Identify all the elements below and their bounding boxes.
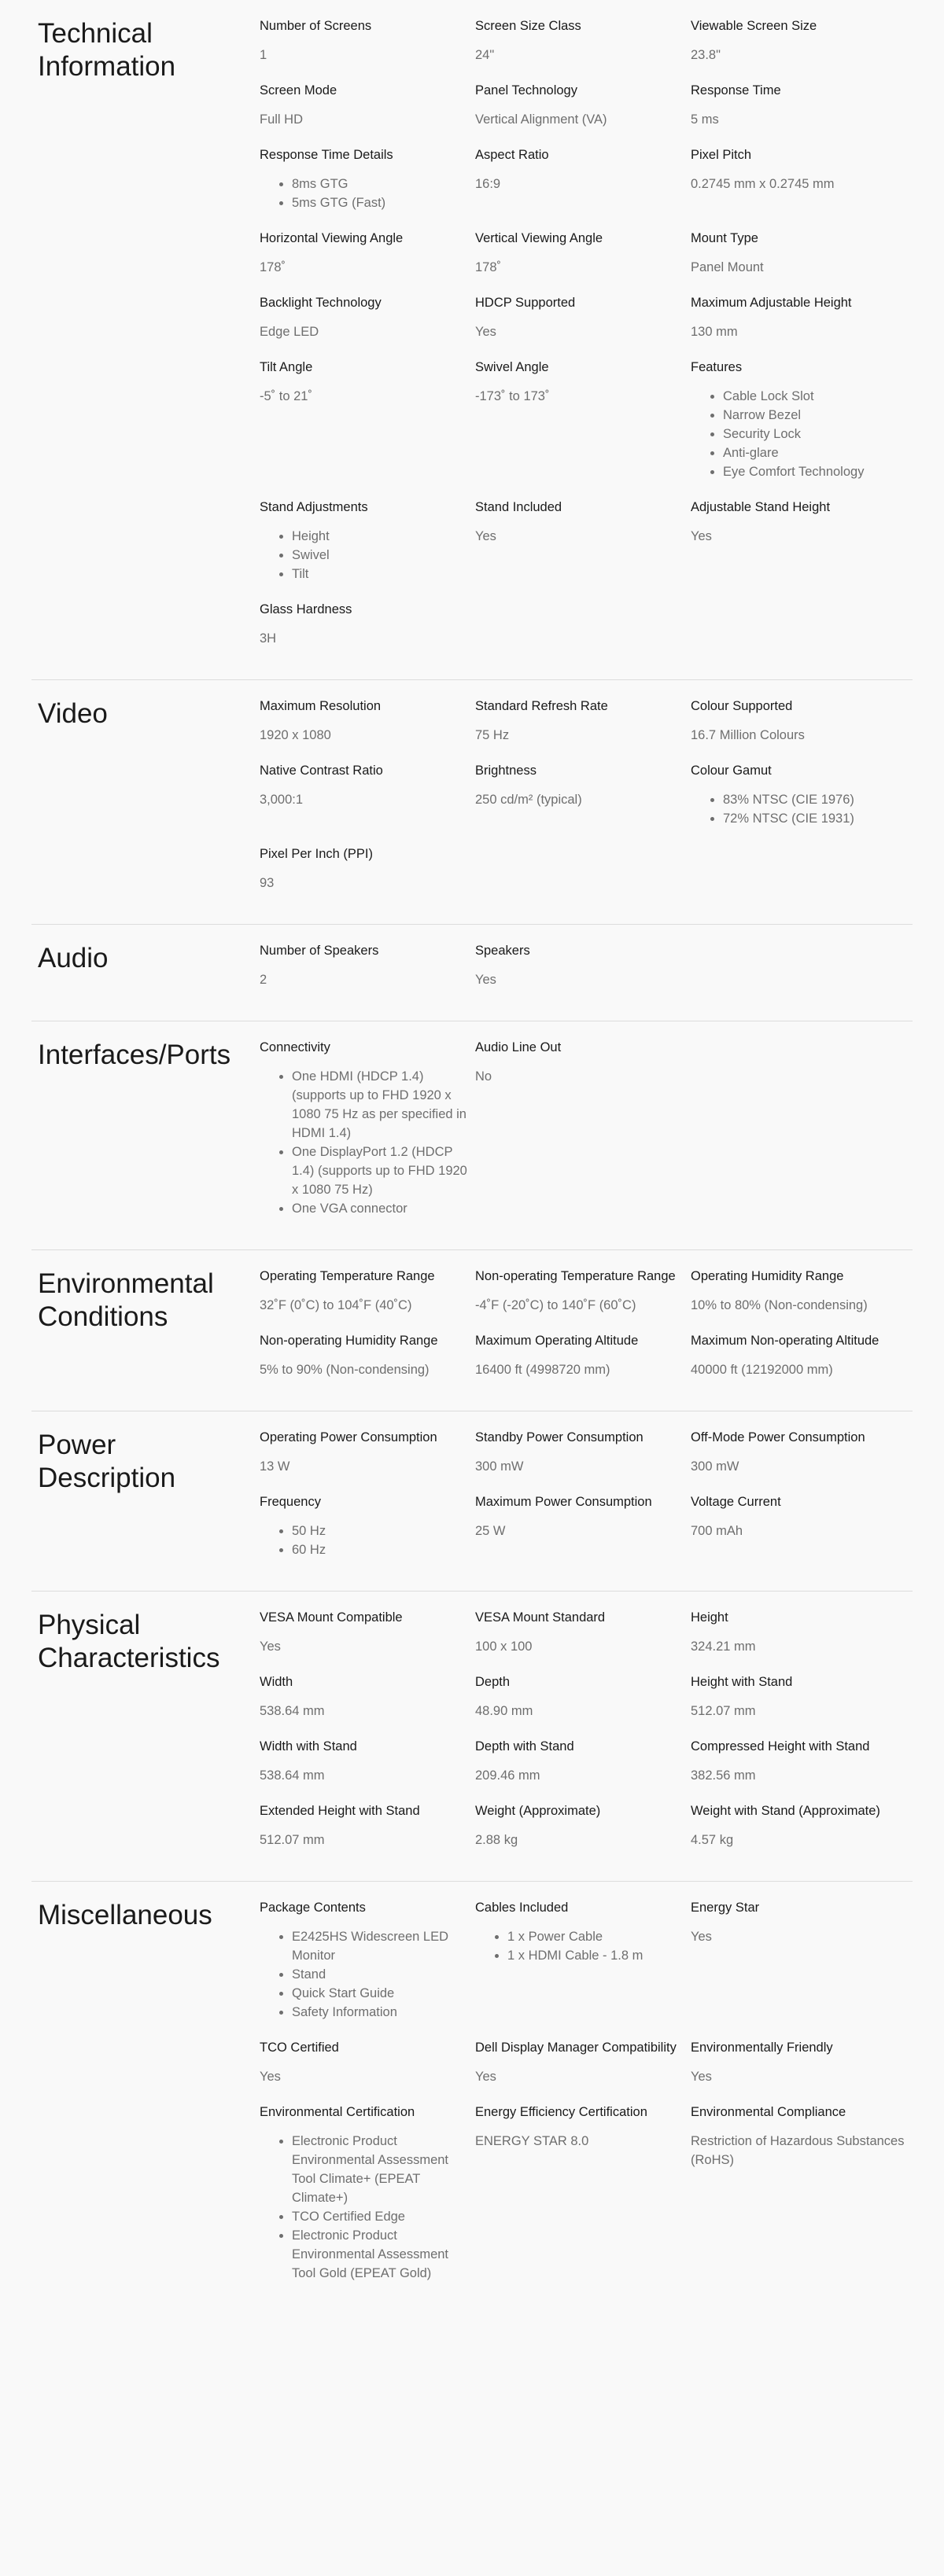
bullet-list — [260, 2132, 475, 2283]
spec-label: Vertical Viewing Angle — [475, 231, 603, 245]
bullet-list — [260, 1522, 475, 1559]
bullet-list — [691, 790, 906, 828]
spec-grid — [260, 1592, 913, 1881]
spec-label: Pixel Per Inch (PPI) — [260, 847, 373, 861]
spec-label: Colour Gamut — [691, 764, 772, 778]
spec-value: 32˚F (0˚C) to 104˚F (40˚C) — [260, 1298, 412, 1312]
list-item: • Height — [292, 527, 475, 546]
spec-label: Frequency — [260, 1495, 321, 1509]
spec-item-dell-display-manager-compatibility — [475, 2039, 691, 2086]
spec-item-backlight-technology — [260, 294, 475, 341]
spec-label: Standard Refresh Rate — [475, 699, 608, 713]
spec-value: 3H — [260, 631, 277, 646]
bullet-list — [475, 1927, 691, 1965]
spec-value: Yes — [475, 325, 496, 339]
spec-item-speakers — [475, 942, 691, 989]
spec-value: 538.64 mm — [260, 1768, 325, 1783]
spec-item-environmental-certification — [260, 2103, 475, 2283]
spec-item-frequency — [260, 1493, 475, 1559]
spec-item-depth — [475, 1673, 691, 1720]
spec-value-list — [260, 527, 475, 583]
spec-label: Maximum Non-operating Altitude — [691, 1334, 879, 1348]
spec-label: Environmentally Friendly — [691, 2041, 833, 2055]
spec-label: Screen Mode — [260, 83, 337, 98]
spec-item-maximum-operating-altitude — [475, 1332, 691, 1379]
spec-label: Speakers — [475, 944, 530, 958]
spec-item-depth-with-stand — [475, 1738, 691, 1785]
spec-value: 130 mm — [691, 325, 738, 339]
section-miscellaneous — [31, 1882, 913, 2314]
spec-value-list — [691, 387, 906, 481]
spec-label: Number of Speakers — [260, 944, 379, 958]
list-item: • Cable Lock Slot — [723, 387, 906, 406]
spec-item-screen-mode — [260, 82, 475, 129]
spec-item-viewable-screen-size — [691, 17, 906, 64]
list-item: • Stand — [292, 1965, 475, 1984]
spec-value: 209.46 mm — [475, 1768, 540, 1783]
list-item: • 72% NTSC (CIE 1931) — [723, 809, 906, 828]
spec-label: Aspect Ratio — [475, 148, 549, 162]
spec-label: Tilt Angle — [260, 360, 313, 374]
spec-item-cables-included — [475, 1899, 691, 2022]
spec-value: 300 mW — [691, 1459, 739, 1474]
spec-item-non-operating-temperature-range — [475, 1268, 691, 1315]
spec-item-number-of-screens — [260, 17, 475, 64]
spec-value: 5 ms — [691, 112, 719, 127]
spec-value: Restriction of Hazardous Substances (RoHS) — [691, 2134, 905, 2167]
list-item: • 1 x HDMI Cable - 1.8 m — [507, 1946, 691, 1965]
list-item: • Security Lock — [723, 425, 906, 443]
spec-item-tco-certified — [260, 2039, 475, 2086]
spec-item-height — [691, 1609, 906, 1656]
spec-value: 25 W — [475, 1524, 506, 1538]
section-technical-information — [31, 0, 913, 680]
spec-label: Width with Stand — [260, 1739, 357, 1754]
spec-item-horizontal-viewing-angle — [260, 230, 475, 277]
section-title: Audio — [38, 943, 109, 973]
spec-value: Yes — [475, 529, 496, 543]
spec-label: Horizontal Viewing Angle — [260, 231, 404, 245]
section-title: Technical Information — [38, 18, 176, 82]
spec-label: Response Time — [691, 83, 781, 98]
spec-value: Yes — [691, 2070, 712, 2084]
spec-value: 250 cd/m² (typical) — [475, 793, 582, 807]
spec-item-adjustable-stand-height — [691, 499, 906, 583]
spec-label: Compressed Height with Stand — [691, 1739, 870, 1754]
spec-label: Energy Star — [691, 1901, 760, 1915]
spec-value-list — [260, 1067, 475, 1218]
spec-item-energy-star — [691, 1899, 906, 2022]
spec-label: Weight (Approximate) — [475, 1804, 601, 1818]
spec-label: Backlight Technology — [260, 296, 382, 310]
spec-label: Number of Screens — [260, 19, 372, 33]
spec-item-package-contents — [260, 1899, 475, 2022]
spec-value-list — [260, 2132, 475, 2283]
spec-value: 23.8" — [691, 48, 721, 62]
list-item: • TCO Certified Edge — [292, 2207, 475, 2226]
section-physical-characteristics — [31, 1592, 913, 1882]
spec-item-screen-size-class — [475, 17, 691, 64]
spec-label: Maximum Operating Altitude — [475, 1334, 639, 1348]
spec-item-hdcp-supported — [475, 294, 691, 341]
spec-item-features — [691, 359, 906, 481]
spec-value: 2.88 kg — [475, 1833, 518, 1847]
spec-item-vesa-mount-standard — [475, 1609, 691, 1656]
spec-label: Response Time Details — [260, 148, 393, 162]
spec-value: 1920 x 1080 — [260, 728, 331, 742]
spec-value: -5˚ to 21˚ — [260, 389, 312, 403]
spec-value: 93 — [260, 876, 275, 890]
spec-label: Voltage Current — [691, 1495, 781, 1509]
section-power-description — [31, 1411, 913, 1592]
bullet-list — [260, 1927, 475, 2022]
spec-label: Connectivity — [260, 1040, 330, 1054]
spec-label: Maximum Adjustable Height — [691, 296, 852, 310]
list-item: • 83% NTSC (CIE 1976) — [723, 790, 906, 809]
spec-item-native-contrast-ratio — [260, 762, 475, 828]
spec-item-maximum-adjustable-height — [691, 294, 906, 341]
spec-value: ENERGY STAR 8.0 — [475, 2134, 589, 2148]
spec-label: Native Contrast Ratio — [260, 764, 383, 778]
spec-value: 2 — [260, 973, 267, 987]
bullet-list — [260, 175, 475, 212]
spec-value: 13 W — [260, 1459, 290, 1474]
spec-grid — [260, 1021, 913, 1249]
spec-grid — [260, 680, 913, 924]
spec-value: -173˚ to 173˚ — [475, 389, 550, 403]
spec-label: Depth with Stand — [475, 1739, 574, 1754]
spec-grid — [260, 925, 913, 1021]
spec-item-weight-approximate — [475, 1802, 691, 1849]
spec-label: Height — [691, 1610, 728, 1625]
spec-item-voltage-current — [691, 1493, 906, 1559]
bullet-list — [260, 1067, 475, 1218]
spec-value: Yes — [691, 529, 712, 543]
spec-item-maximum-power-consumption — [475, 1493, 691, 1559]
spec-item-operating-power-consumption — [260, 1429, 475, 1476]
spec-label: Pixel Pitch — [691, 148, 752, 162]
spec-grid — [260, 1250, 913, 1411]
spec-value: 324.21 mm — [691, 1639, 756, 1654]
spec-item-weight-with-stand-approximate — [691, 1802, 906, 1849]
spec-item-width — [260, 1673, 475, 1720]
spec-value: 512.07 mm — [260, 1833, 325, 1847]
spec-value: Yes — [475, 973, 496, 987]
spec-label: Panel Technology — [475, 83, 577, 98]
spec-item-colour-supported — [691, 697, 906, 745]
section-audio — [31, 925, 913, 1021]
spec-label: Operating Power Consumption — [260, 1430, 437, 1444]
spec-grid — [260, 1882, 913, 2314]
spec-item-pixel-per-inch-ppi — [260, 845, 475, 892]
spec-label: Weight with Stand (Approximate) — [691, 1804, 880, 1818]
list-item: • One DisplayPort 1.2 (HDCP 1.4) (supports up to FHD 1920 x 1080 75 Hz) — [292, 1143, 475, 1199]
spec-item-height-with-stand — [691, 1673, 906, 1720]
section-title: Interfaces/Ports — [38, 1040, 231, 1070]
spec-value: Edge LED — [260, 325, 319, 339]
spec-label: Off-Mode Power Consumption — [691, 1430, 865, 1444]
list-item: • Narrow Bezel — [723, 406, 906, 425]
spec-value: 24" — [475, 48, 495, 62]
spec-label: Width — [260, 1675, 293, 1689]
spec-label: VESA Mount Compatible — [260, 1610, 403, 1625]
spec-item-off-mode-power-consumption — [691, 1429, 906, 1476]
spec-label: Environmental Certification — [260, 2105, 415, 2119]
spec-item-pixel-pitch — [691, 146, 906, 212]
list-item: • 60 Hz — [292, 1540, 475, 1559]
spec-value: 700 mAh — [691, 1524, 743, 1538]
spec-value-list — [475, 1927, 691, 1965]
spec-label: Features — [691, 360, 743, 374]
spec-item-audio-line-out — [475, 1039, 691, 1218]
spec-value: 178˚ — [475, 260, 502, 274]
spec-grid — [260, 0, 913, 679]
spec-item-vertical-viewing-angle — [475, 230, 691, 277]
list-item: • E2425HS Widescreen LED Monitor — [292, 1927, 475, 1965]
spec-label: Energy Efficiency Certification — [475, 2105, 647, 2119]
spec-label: Environmental Compliance — [691, 2105, 846, 2119]
spec-item-glass-hardness — [260, 601, 475, 648]
spec-value: 538.64 mm — [260, 1704, 325, 1718]
spec-value-list — [260, 1927, 475, 2022]
spec-item-response-time — [691, 82, 906, 129]
spec-label: Operating Temperature Range — [260, 1269, 435, 1283]
spec-label: Screen Size Class — [475, 19, 581, 33]
spec-label: Adjustable Stand Height — [691, 500, 831, 514]
section-title: Environmental Conditions — [38, 1268, 214, 1332]
spec-value: 512.07 mm — [691, 1704, 756, 1718]
list-item: • Safety Information — [292, 2003, 475, 2022]
spec-value: No — [475, 1069, 492, 1084]
spec-value: 178˚ — [260, 260, 286, 274]
spec-value: -4˚F (-20˚C) to 140˚F (60˚C) — [475, 1298, 636, 1312]
spec-value: Full HD — [260, 112, 304, 127]
spec-value: Yes — [691, 1930, 712, 1944]
spec-value: Yes — [260, 2070, 281, 2084]
spec-item-environmental-compliance — [691, 2103, 906, 2283]
spec-item-swivel-angle — [475, 359, 691, 481]
spec-label: Height with Stand — [691, 1675, 793, 1689]
spec-grid — [260, 1411, 913, 1591]
section-title: Physical Characteristics — [38, 1610, 220, 1673]
spec-value: 3,000:1 — [260, 793, 304, 807]
spec-value: 16.7 Million Colours — [691, 728, 805, 742]
spec-label: Brightness — [475, 764, 537, 778]
spec-value: 382.56 mm — [691, 1768, 756, 1783]
list-item: • Eye Comfort Technology — [723, 462, 906, 481]
spec-item-colour-gamut — [691, 762, 906, 828]
spec-value: Panel Mount — [691, 260, 764, 274]
spec-item-maximum-resolution — [260, 697, 475, 745]
spec-label: Depth — [475, 1675, 511, 1689]
spec-value: 300 mW — [475, 1459, 524, 1474]
spec-label: HDCP Supported — [475, 296, 576, 310]
spec-label: Glass Hardness — [260, 602, 352, 616]
section-video — [31, 680, 913, 925]
list-item: • One VGA connector — [292, 1199, 475, 1218]
spec-item-environmentally-friendly — [691, 2039, 906, 2086]
spec-item-non-operating-humidity-range — [260, 1332, 475, 1379]
spec-label: Stand Included — [475, 500, 562, 514]
list-item: • Quick Start Guide — [292, 1984, 475, 2003]
spec-label: Dell Display Manager Compatibility — [475, 2041, 677, 2055]
spec-item-tilt-angle — [260, 359, 475, 481]
spec-label: Non-operating Humidity Range — [260, 1334, 438, 1348]
spec-item-standard-refresh-rate — [475, 697, 691, 745]
spec-item-energy-efficiency-certification — [475, 2103, 691, 2283]
spec-value: 40000 ft (12192000 mm) — [691, 1363, 833, 1377]
spec-item-stand-adjustments — [260, 499, 475, 583]
spec-item-brightness — [475, 762, 691, 828]
spec-item-width-with-stand — [260, 1738, 475, 1785]
spec-value: 75 Hz — [475, 728, 510, 742]
spec-value: 10% to 80% (Non-condensing) — [691, 1298, 868, 1312]
spec-item-mount-type — [691, 230, 906, 277]
list-item: • Electronic Product Environmental Assessment Tool Climate+ (EPEAT Climate+) — [292, 2132, 475, 2207]
spec-value: Yes — [260, 1639, 281, 1654]
spec-value: 48.90 mm — [475, 1704, 533, 1718]
spec-label: Cables Included — [475, 1901, 569, 1915]
spec-value: 5% to 90% (Non-condensing) — [260, 1363, 430, 1377]
section-title: Miscellaneous — [38, 1900, 212, 1930]
spec-item-stand-included — [475, 499, 691, 583]
spec-item-standby-power-consumption — [475, 1429, 691, 1476]
spec-item-operating-humidity-range — [691, 1268, 906, 1315]
spec-label: Maximum Resolution — [260, 699, 382, 713]
spec-value: 16400 ft (4998720 mm) — [475, 1363, 610, 1377]
spec-item-compressed-height-with-stand — [691, 1738, 906, 1785]
spec-item-operating-temperature-range — [260, 1268, 475, 1315]
spec-label: Colour Supported — [691, 699, 793, 713]
list-item: • Electronic Product Environmental Assessment Tool Gold (EPEAT Gold) — [292, 2226, 475, 2283]
spec-item-extended-height-with-stand — [260, 1802, 475, 1849]
spec-label: Maximum Power Consumption — [475, 1495, 652, 1509]
list-item: • Anti-glare — [723, 443, 906, 462]
bullet-list — [691, 387, 906, 481]
list-item: • Tilt — [292, 565, 475, 583]
spec-value: 1 — [260, 48, 267, 62]
spec-value: 0.2745 mm x 0.2745 mm — [691, 177, 835, 191]
spec-label: Non-operating Temperature Range — [475, 1269, 676, 1283]
list-item: • Swivel — [292, 546, 475, 565]
section-environmental-conditions — [31, 1250, 913, 1411]
spec-value: 16:9 — [475, 177, 501, 191]
spec-value-list — [260, 1522, 475, 1559]
spec-value: 4.57 kg — [691, 1833, 734, 1847]
section-title: Video — [38, 698, 108, 729]
spec-label: Swivel Angle — [475, 360, 549, 374]
spec-label: Package Contents — [260, 1901, 366, 1915]
spec-label: Extended Height with Stand — [260, 1804, 420, 1818]
bullet-list — [260, 527, 475, 583]
spec-label: Audio Line Out — [475, 1040, 562, 1054]
list-item: • One HDMI (HDCP 1.4) (supports up to FHD 1920 x 1080 75 Hz as per specified in HDMI 1.4) — [292, 1067, 475, 1143]
spec-item-number-of-speakers — [260, 942, 475, 989]
spec-item-aspect-ratio — [475, 146, 691, 212]
list-item: • 5ms GTG (Fast) — [292, 193, 475, 212]
section-title: Power Description — [38, 1430, 176, 1493]
spec-label: VESA Mount Standard — [475, 1610, 606, 1625]
spec-value: Vertical Alignment (VA) — [475, 112, 607, 127]
spec-value: 100 x 100 — [475, 1639, 533, 1654]
spec-value-list — [260, 175, 475, 212]
section-interfaces-ports — [31, 1021, 913, 1250]
list-item: • 8ms GTG — [292, 175, 475, 193]
spec-item-maximum-non-operating-altitude — [691, 1332, 906, 1379]
spec-label: Standby Power Consumption — [475, 1430, 643, 1444]
spec-item-connectivity — [260, 1039, 475, 1218]
spec-value: Yes — [475, 2070, 496, 2084]
spec-label: Stand Adjustments — [260, 500, 368, 514]
spec-label: Mount Type — [691, 231, 758, 245]
spec-label: Operating Humidity Range — [691, 1269, 844, 1283]
spec-item-vesa-mount-compatible — [260, 1609, 475, 1656]
spec-label: TCO Certified — [260, 2041, 339, 2055]
spec-label: Viewable Screen Size — [691, 19, 817, 33]
spec-item-panel-technology — [475, 82, 691, 129]
spec-value-list — [691, 790, 906, 828]
list-item: • 1 x Power Cable — [507, 1927, 691, 1946]
spec-item-response-time-details — [260, 146, 475, 212]
list-item: • 50 Hz — [292, 1522, 475, 1540]
